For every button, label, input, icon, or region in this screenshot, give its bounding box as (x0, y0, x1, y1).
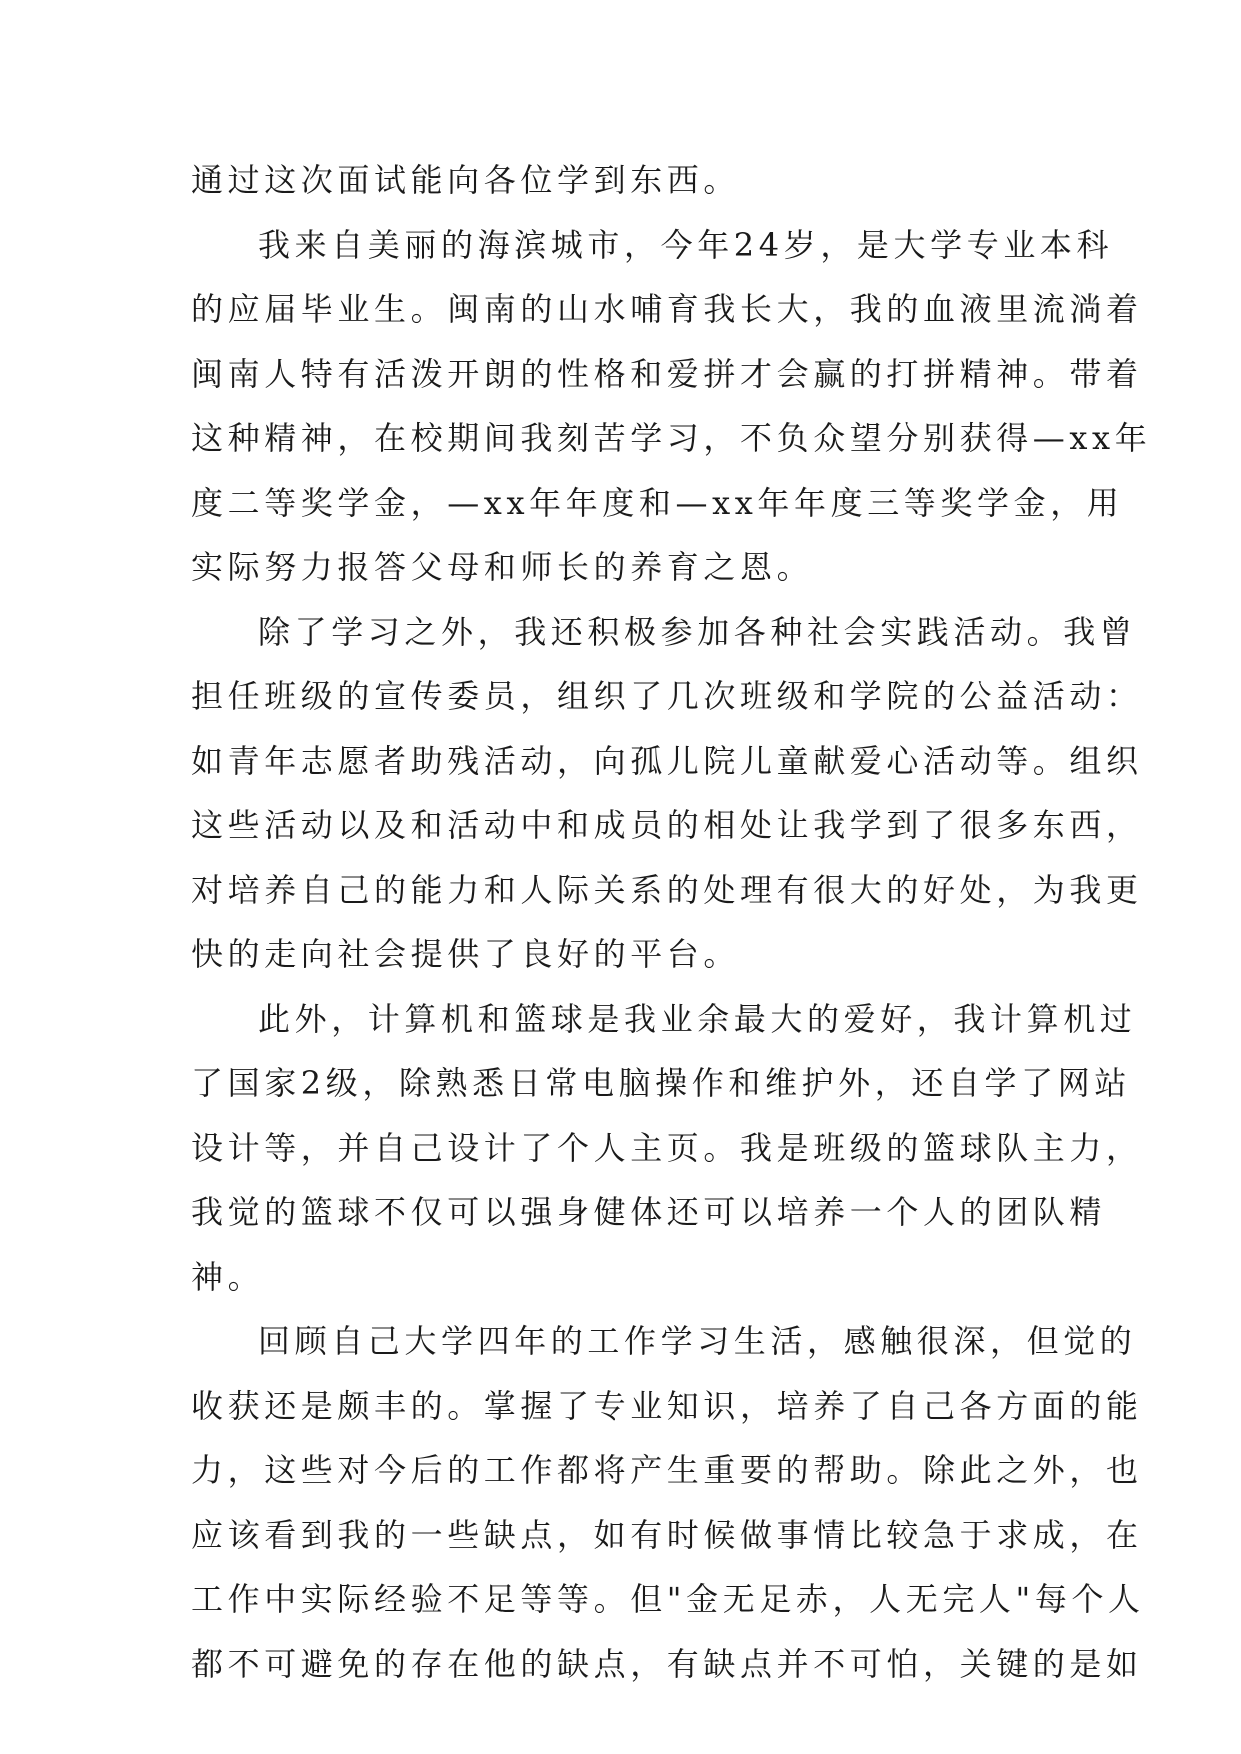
text-line: 实际努力报答父母和师长的养育之恩。 (191, 548, 814, 586)
paragraph-first-line: 此外，计算机和篮球是我业余最大的爱好，我计算机过 (258, 999, 1137, 1038)
document-body (191, 148, 1152, 1696)
text-line: 如青年志愿者助残活动，向孤儿院儿童献爱心活动等。组织 (191, 741, 1143, 780)
text-line: 通过这次面试能向各位学到东西。 (191, 161, 741, 199)
text-line: 这种精神，在校期间我刻苦学习，不负众望分别获得—xx年 (191, 419, 1152, 457)
text-line: 度二等奖学金，—xx年年度和—xx年年度三等奖学金，用 (191, 483, 1124, 522)
text-line: 应该看到我的一些缺点，如有时候做事情比较急于求成，在 (191, 1515, 1143, 1554)
text-line: 力，这些对今后的工作都将产生重要的帮助。除此之外，也 (191, 1451, 1143, 1489)
text-line: 担任班级的宣传委员，组织了几次班级和学院的公益活动： (191, 677, 1143, 715)
paragraph-first-line: 回顾自己大学四年的工作学习生活，感触很深，但觉的 (258, 1322, 1137, 1360)
paragraph-first-line: 我来自美丽的海滨城市，今年24岁，是大学专业本科 (258, 225, 1114, 264)
text-line: 神。 (191, 1257, 265, 1296)
text-line: 闽南人特有活泼开朗的性格和爱拼才会赢的打拼精神。带着 (191, 354, 1143, 393)
text-line: 对培养自己的能力和人际关系的处理有很大的好处，为我更 (191, 870, 1143, 909)
text-line: 了国家2级，除熟悉日常电脑操作和维护外，还自学了网站 (191, 1064, 1131, 1102)
text-line: 工作中实际经验不足等等。但"金无足赤，人无完人"每个人 (191, 1580, 1145, 1618)
text-line: 都不可避免的存在他的缺点，有缺点并不可怕，关键的是如 (191, 1644, 1143, 1683)
text-line: 快的走向社会提供了良好的平台。 (191, 935, 741, 973)
text-line: 设计等，并自己设计了个人主页。我是班级的篮球队主力， (191, 1128, 1143, 1167)
text-line: 收获还是颇丰的。掌握了专业知识，培养了自己各方面的能 (191, 1386, 1143, 1425)
paragraph-first-line: 除了学习之外，我还积极参加各种社会实践活动。我曾 (258, 612, 1137, 651)
text-line: 这些活动以及和活动中和成员的相处让我学到了很多东西， (191, 806, 1143, 844)
text-line: 我觉的篮球不仅可以强身健体还可以培养一个人的团队精 (191, 1193, 1107, 1231)
text-line: 的应届毕业生。闽南的山水哺育我长大，我的血液里流淌着 (191, 290, 1143, 328)
